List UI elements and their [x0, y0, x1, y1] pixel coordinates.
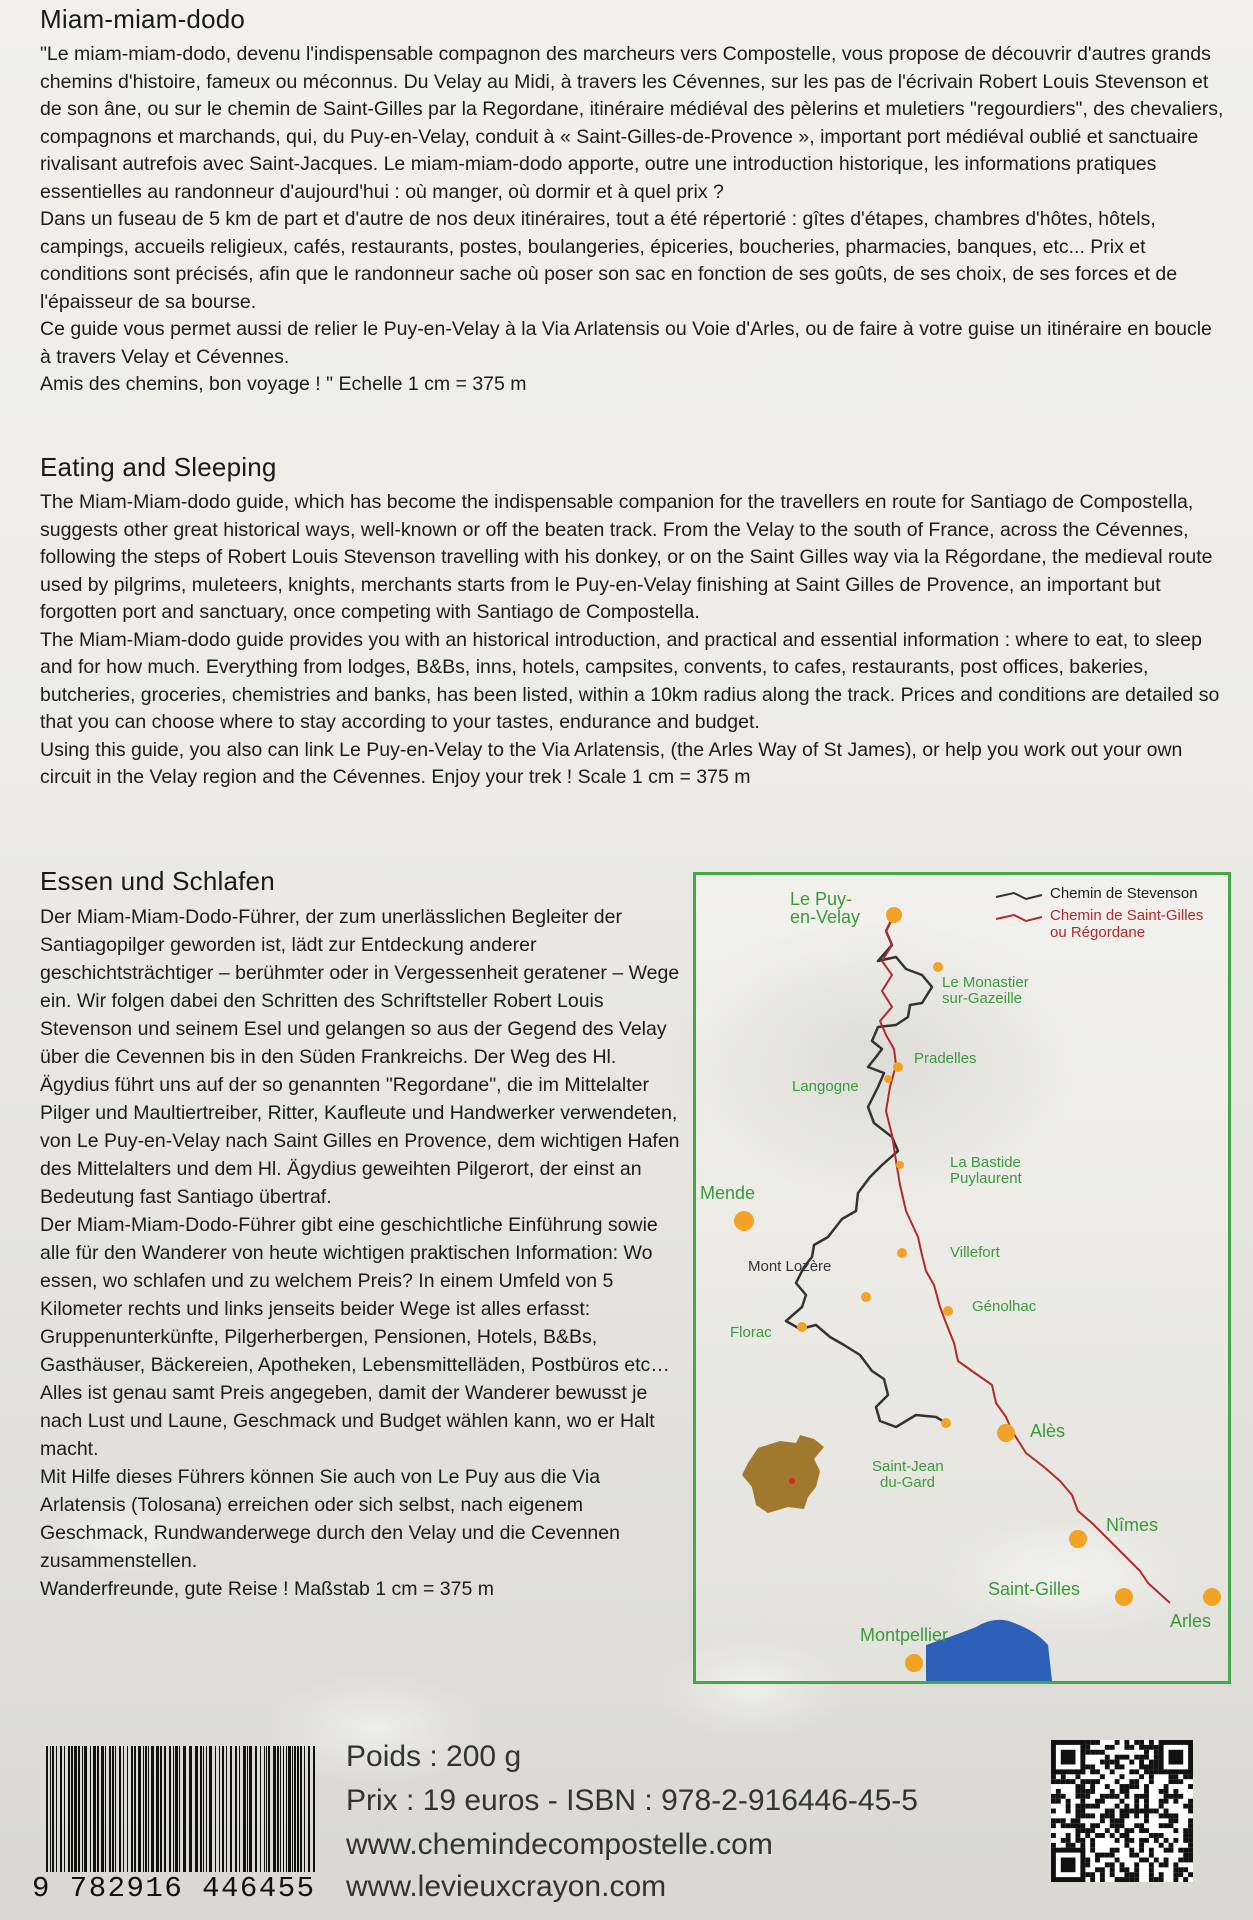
town-dot-la-bastide	[896, 1161, 904, 1169]
stevenson-route-line	[786, 915, 946, 1427]
english-section	[40, 452, 1225, 792]
legend-stevenson: Chemin de Stevenson	[1050, 885, 1198, 902]
barcode-digits: 9 782916 446455	[32, 1872, 316, 1905]
town-dot-langogne	[884, 1075, 892, 1083]
town-label-montpellier: Montpellier	[860, 1625, 949, 1645]
website-link-2[interactable]: www.levieuxcrayon.com	[346, 1870, 667, 1903]
town-label-pradelles: Pradelles	[914, 1050, 977, 1067]
french-paragraph-1: "Le miam-miam-dodo, devenu l'indispensable compagnon des marcheurs vers Compostelle, vous propose de découvrir d'autres grands chemins d'histoire, fameux ou méconnus. Du Velay au Midi, à travers les Cévennes, sur les pas de l'écrivain Robert Louis Stevenson et de son âne, ou sur le chemin de Saint-Gilles par la Regordane, itinéraire médiéval des pèlerins et muletiers "regourdiers", des chevaliers, compagnons et marchands, qui, du Puy-en-Velay, conduit à « Saint-Gilles-de-Provence », important port médiéval oublié et sanctuaire rivalisant autrefois avec Saint-Jacques. Le miam-miam-dodo apporte, outre une introduction historique, les informations pratiques essentielles au randonneur d'aujourd'hui : où manger, où dormir et à quel prix ?	[40, 43, 1224, 203]
town-label-mont-lozere: Mont Lozère	[748, 1258, 832, 1275]
german-title: Essen und Schlafen	[40, 866, 275, 896]
town-label-saint-jean-2: du-Gard	[880, 1474, 936, 1491]
german-section	[40, 866, 680, 1603]
legend-regordane-2: ou Régordane	[1050, 924, 1146, 941]
english-paragraph-1: The Miam-Miam-dodo guide, which has become the indispensable companion for the travellers en route for Santiago de Compostella, suggests other great historical ways, well-known or off the beaten track. From the Velay to the south of France, across the Cévennes, following the steps of Robert Louis Stevenson travelling with his donkey, or on the Saint Gilles way via la Régordane, the medieval route used by pilgrims, muleteers, knights, merchants starts from le Puy-en-Velay finishing at Saint Gilles de Provence, an important but forgotten port and sanctuary, once competing with Santiago de Compostella.	[40, 491, 1213, 623]
town-dot-saint-jean	[941, 1418, 951, 1428]
isbn-barcode	[32, 1746, 322, 1906]
town-label-nimes: Nîmes	[1106, 1515, 1159, 1535]
english-paragraph-3: Using this guide, you also can link Le Puy-en-Velay to the Via Arlatensis, (the Arles Way of St James), or help you work out your own circuit in the Velay region and the Cévennes. Enjoy your trek ! Scale 1 cm = 375 m	[40, 738, 1183, 788]
town-label-le-puy-1: Le Puy-	[790, 889, 853, 909]
barcode-bars-icon	[32, 1746, 322, 1872]
town-label-ales: Alès	[1030, 1421, 1066, 1441]
town-dot-arles	[1203, 1588, 1221, 1606]
town-label-monastier-1: Le Monastier	[942, 974, 1029, 991]
town-label-genolhac: Génolhac	[972, 1298, 1037, 1315]
german-paragraph-4: Wanderfreunde, gute Reise ! Maßstab 1 cm = 375 m	[40, 1578, 494, 1600]
french-section	[40, 4, 1225, 399]
legend-stevenson-line	[996, 893, 1042, 899]
france-silhouette-icon	[742, 1435, 824, 1513]
town-label-villefort: Villefort	[950, 1244, 1000, 1261]
german-paragraph-3: Mit Hilfe dieses Führers können Sie auch von Le Puy aus die Via Arlatensis (Tolosana) erreichen oder sich selbst, nach eigenem Geschmack, Rundwanderwege durch den Velay und die Cevennen zusammenstellen.	[40, 1466, 620, 1572]
route-map	[693, 872, 1231, 1684]
town-dot-mont-lozere	[861, 1292, 871, 1302]
town-label-bastide-2: Puylaurent	[950, 1170, 1022, 1187]
legend-regordane-1: Chemin de Saint-Gilles	[1050, 907, 1204, 924]
french-paragraph-3: Ce guide vous permet aussi de relier le Puy-en-Velay à la Via Arlatensis ou Voie d'Arles, ou de faire à votre guise un itinéraire en boucle à travers Velay et Cévennes.	[40, 318, 1212, 368]
town-dot-le-puy	[886, 907, 902, 923]
town-label-monastier-2: sur-Gazeille	[942, 990, 1023, 1007]
legend-regordane-line	[996, 915, 1042, 921]
town-dot-florac	[797, 1322, 807, 1332]
french-title: Miam-miam-dodo	[40, 4, 246, 34]
town-label-saint-gilles: Saint-Gilles	[988, 1579, 1081, 1599]
price-isbn-text: Prix : 19 euros - ISBN : 978-2-916446-45-5	[346, 1784, 918, 1817]
town-dot-pradelles	[893, 1062, 903, 1072]
town-dot-saint-gilles	[1115, 1588, 1133, 1606]
town-dot-ales	[997, 1424, 1015, 1442]
town-dot-monastier	[933, 962, 943, 972]
english-title: Eating and Sleeping	[40, 452, 277, 482]
german-paragraph-1: Der Miam-Miam-Dodo-Führer, der zum unerlässlichen Begleiter der Santiagopilger geworden ist, lädt zur Entdeckung anderer geschichtsträchtiger – berühmter oder in Vergessenheit geratener – Wege ein. Wir folgen dabei den Schritten des Schriftsteller Robert Louis Stevenson und seinem Esel und gelangen so aus der Gegend des Velay über die Cevennen bis in den Süden Frankreichs. Der Weg des Hl. Ägydius führt uns auf der so genannten "Regordane", die im Mittelalter Pilger und Maultiertreiber, Ritter, Kaufleute und Handwerker verwendeten, von Le Puy-en-Velay nach Saint Gilles en Provence, dem wichtigen Hafen des Mittelalters und dem Hl. Ägydius geweihten Pilgerort, der einst an Bedeutung fast Santiago übertraf.	[40, 906, 680, 1208]
town-label-langogne: Langogne	[792, 1078, 859, 1095]
german-paragraph-2: Der Miam-Miam-Dodo-Führer gibt eine geschichtliche Einführung sowie alle für den Wanderer von heute wichtigen praktischen Information: Wo essen, wo schlafen und zu welchem Preis? In einem Umfeld von 5 Kilometer rechts und links jenseits beider Wege ist alles erfasst: Gruppenunterkünfte, Pilgerherbergen, Pensionen, Hotels, B&Bs, Gasthäuser, Bäckereien, Apotheken, Lebensmittelläden, Postbüros etc… Alles ist genau samt Preis angegeben, damit der Wanderer bewusst je nach Lust und Laune, Geschmack und Budget wählen kann, wo er Halt macht.	[40, 1214, 670, 1460]
france-location-dot	[789, 1478, 795, 1484]
french-paragraph-2: Dans un fuseau de 5 km de part et d'autre de nos deux itinéraires, tout a été répertorié : gîtes d'étapes, chambres d'hôtes, hôtels, campings, accueils religieux, cafés, restaurants, postes, boulangeries, épiceries, boucheries, pharmacies, banques, etc... Prix et conditions sont précisés, afin que le randonneur sache où poser son sac en fonction de ses goûts, de ses choix, de ses forces et de l'épaisseur de sa bourse.	[40, 208, 1178, 313]
town-dot-montpellier	[905, 1654, 923, 1672]
town-label-florac: Florac	[730, 1324, 772, 1341]
town-label-arles: Arles	[1170, 1611, 1212, 1631]
french-paragraph-4: Amis des chemins, bon voyage ! " Echelle 1 cm = 375 m	[40, 373, 527, 395]
website-link-1[interactable]: www.chemindecompostelle.com	[346, 1828, 773, 1861]
town-label-saint-jean-1: Saint-Jean	[872, 1458, 944, 1475]
town-dot-genolhac	[943, 1306, 953, 1316]
town-label-bastide-1: La Bastide	[950, 1154, 1021, 1171]
qr-code-icon[interactable]	[1051, 1740, 1193, 1882]
weight-text: Poids : 200 g	[346, 1740, 522, 1773]
town-dot-villefort	[897, 1248, 907, 1258]
english-paragraph-2: The Miam-Miam-dodo guide provides you with an historical introduction, and practical and essential information : where to eat, to sleep and for how much. Everything from lodges, B&Bs, inns, hotels, campsites, convents, to cafes, restaurants, post offices, bakeries, butcheries, groceries, chemistries and banks, has been listed, within a 10km radius along the track. Prices and conditions are detailed so that you can choose where to stay according to your tastes, endurance and budget.	[40, 628, 1220, 733]
town-label-le-puy-2: en-Velay	[790, 907, 861, 927]
town-label-mende: Mende	[700, 1183, 756, 1203]
town-dot-mende	[734, 1211, 754, 1231]
town-dot-nimes	[1069, 1530, 1087, 1548]
regordane-route-line	[880, 915, 1170, 1603]
